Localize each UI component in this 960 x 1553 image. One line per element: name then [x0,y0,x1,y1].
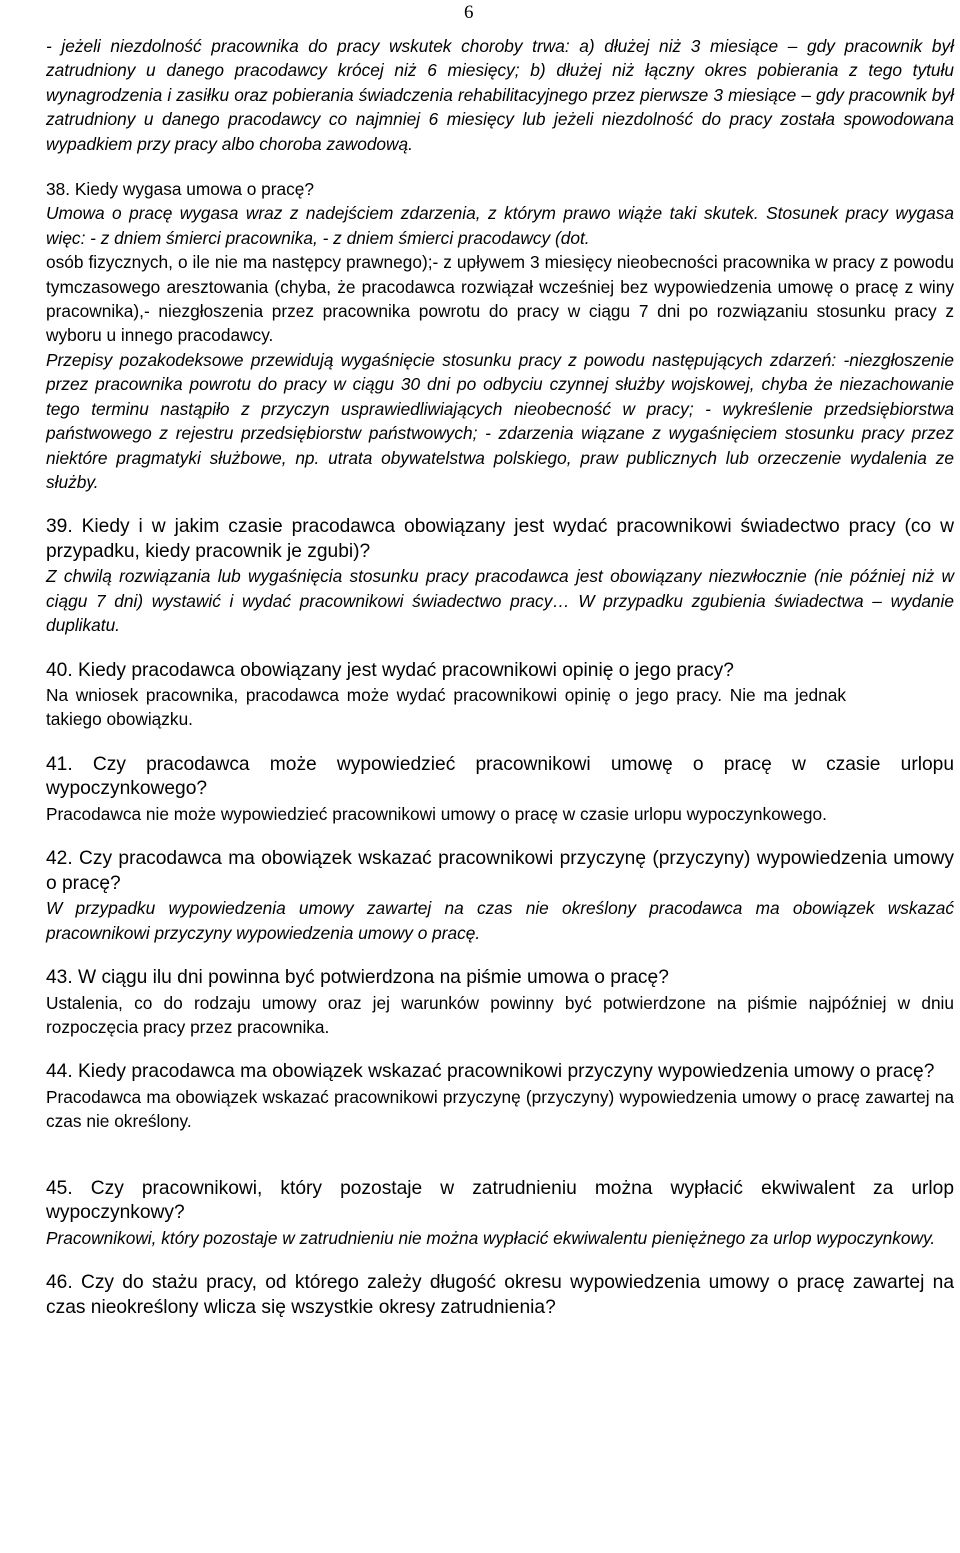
document-body [46,34,954,1320]
answer-39: Z chwilą rozwiązania lub wygaśnięcia stosunku pracy pracodawca jest obowiązany niezwłocznie (nie później niż w ciągu 7 dni) wystawić i wydać pracownikowi świadectwo pracy… W przypadku zgubienia świadectwa – wydanie duplikatu. [46,566,954,636]
question-42: 42. Czy pracodawca ma obowiązek wskazać pracownikowi przyczynę (przyczyny) wypowiedzenia umowy o pracę? [46,848,954,894]
answer-40: Na wniosek pracownika, pracodawca może wydać pracownikowi opinię o jego pracy. Nie ma jednak takiego obowiązku. [46,685,846,730]
answer-43: Ustalenia, co do rodzaju umowy oraz jej warunków powinny być potwierdzone na piśmie najpóźniej w dniu rozpoczęcia pracy przez pracownika. [46,992,954,1037]
page-number: 6 [464,2,474,23]
answer-38-part-3: Przepisy pozakodeksowe przewidują wygaśnięcie stosunku pracy z powodu następujących zdarzeń: -niezgłoszenie przez pracownika powrotu do pracy w ciągu 30 dni po odbyciu czynnej służby wojskowej, chyba że niezachowanie tego terminu nastąpiło z przyczyn usprawiedliwiających nieobecność w pracy; - wykreślenie przedsiębiorstwa państwowego z rejestru przedsiębiorstw państwowych; - zdarzenia wiązane z wygaśnięciem stosunku pracy przez niektóre pragmatyki służbowe, np. utrata obywatelstwa polskiego, praw publicznych lub orzeczenie wydalenia ze służby. [46,349,954,492]
answer-41: Pracodawca nie może wypowiedzieć pracownikowi umowy o pracę w czasie urlopu wypoczynkowego. [46,803,827,824]
question-38: 38. Kiedy wygasa umowa o pracę? [46,179,315,200]
question-45: 45. Czy pracownikowi, który pozostaje w zatrudnieniu można wypłacić ekwiwalent za urlop wypoczynkowy? [46,1177,954,1224]
question-41: 41. Czy pracodawca może wypowiedzieć pracownikowi umowę o pracę w czasie urlopu wypoczynkowego? [46,753,954,800]
answer-45: Pracownikowi, który pozostaje w zatrudnieniu nie można wypłacić ekwiwalentu pieniężnego za urlop wypoczynkowy. [46,1227,936,1248]
answer-44: Pracodawca ma obowiązek wskazać pracownikowi przyczynę (przyczyny) wypowiedzenia umowy o pracę zawartej na czas nie określony. [46,1086,954,1132]
answer-42: W przypadku wypowiedzenia umowy zawartej na czas nie określony pracodawca ma obowiązek wskazać pracownikowi przyczyny wypowiedzenia umowy o pracę. [46,898,954,943]
answer-38-part-2: osób fizycznych, o ile nie ma następcy prawnego);- z upływem 3 miesięcy nieobecności pracownika w pracy z powodu tymczasowego aresztowania (chyba, że pracodawca rozwiązał wcześniej bez wypowiedzenia umowę o pracę z winy pracownika),- niezgłoszenia przez pracownika powrotu do pracy w ciągu 7 dni po rozwiązaniu stosunku pracy z wyboru u innego pracodawcy. [46,252,954,346]
question-43: 43. W ciągu ilu dni powinna być potwierdzona na piśmie umowa o pracę? [46,967,669,989]
question-39: 39. Kiedy i w jakim czasie pracodawca obowiązany jest wydać pracownikowi świadectwo pracy (co w przypadku, kiedy pracownik je zgubi)? [46,516,954,562]
intro-paragraph: - jeżeli niezdolność pracownika do pracy wskutek choroby trwa: a) dłużej niż 3 miesiące – gdy pracownik był zatrudniony u danego pracodawcy krócej niż 6 miesięcy; b) dłużej niż łączny okres pobierania z tego tytułu wynagrodzenia i zasiłku oraz pobierania świadczenia rehabilitacyjnego przez pierwsze 3 miesiące – gdy pracownik był zatrudniony u danego pracodawcy co najmniej 6 miesięcy lub jeżeli niezdolność do pracy została spowodowana wypadkiem przy pracy albo choroba zawodową. [46,36,954,154]
question-46: 46. Czy do stażu pracy, od którego zależy długość okresu wypowiedzenia umowy o pracę zawartej na czas nieokreślony wlicza się wszystkie okresy zatrudnienia? [46,1272,954,1318]
answer-38-part-1: Umowa o pracę wygasa wraz z nadejściem zdarzenia, z którym prawo wiąże taki skutek. Stosunek pracy wygasa więc: - z dniem śmierci pracownika, - z dniem śmierci pracodawcy (dot. [46,203,954,248]
question-44: 44. Kiedy pracodawca ma obowiązek wskazać pracownikowi przyczyny wypowiedzenia umowy o pracę? [46,1061,935,1083]
question-40: 40. Kiedy pracodawca obowiązany jest wydać pracownikowi opinię o jego pracy? [46,659,734,681]
